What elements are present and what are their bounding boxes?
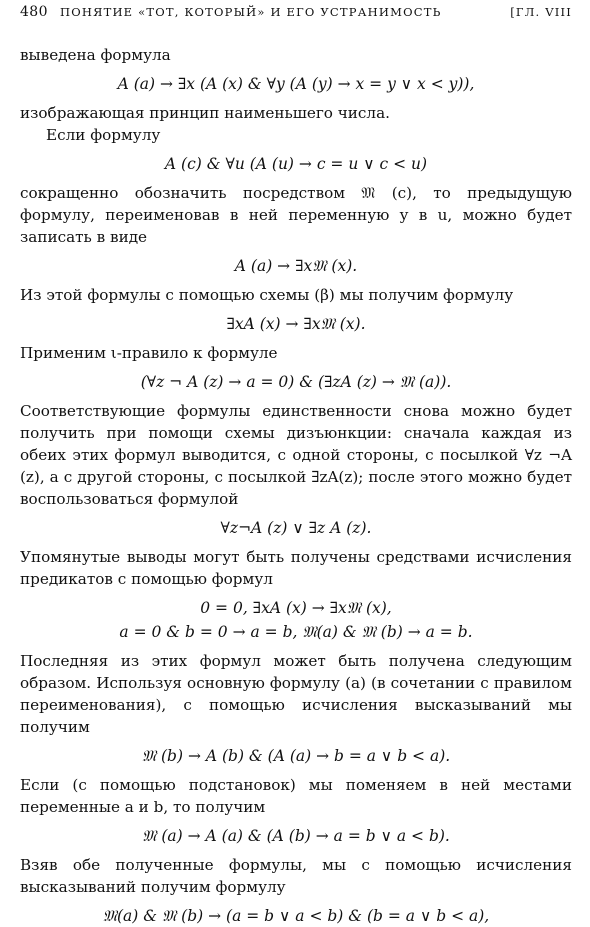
formula: 𝔐(a) & 𝔐 (b) → (a = b ∨ a < b) & (b = a ∨ b < a), xyxy=(102,907,490,925)
paragraph: Упомянутые выводы могут быть получены средствами исчисления предикатов с помощью формул xyxy=(20,548,572,588)
paragraph: выведена формула xyxy=(20,46,171,64)
paragraph: Последняя из этих формул может быть получена следующим образом. Используя основную формулу (a) (в сочетании с правилом переименования), с помощью исчисления высказываний мы получим xyxy=(20,652,572,736)
paragraph: сокращенно обозначить посредством 𝔐 (c), то предыдущую формулу, переименовав в ней переменную y в u, можно будет записать в виде xyxy=(20,184,572,246)
formula: 𝔐 (b) → A (b) & (A (a) → b = a ∨ b < a). xyxy=(141,747,451,765)
formula: 0 = 0, ∃xA (x) → ∃x𝔐 (x), xyxy=(200,599,392,617)
paragraph: Из этой формулы с помощью схемы (β) мы получим формулу xyxy=(20,286,514,304)
paragraph: Соответствующие формулы единственности снова можно будет получить при помощи схемы дизъюнкции: сначала каждая из обеих этих формул выводится, с одной стороны, с посылкой ∀z ¬A (z), а с другой стороны, с посылкой ∃zA(z); после этого можно будет воспользоваться формулой xyxy=(20,402,572,508)
paragraph: Взяв обе полученные формулы, мы с помощью исчисления высказываний получим формулу xyxy=(20,856,572,896)
formula: ∃xA (x) → ∃x𝔐 (x). xyxy=(226,315,366,333)
paragraph: Если (с помощью подстановок) мы поменяем в ней местами переменные a и b, то получим xyxy=(20,776,572,816)
formula: 𝔐 (a) → A (a) & (A (b) → a = b ∨ a < b). xyxy=(142,827,450,845)
paragraph: Если формулу xyxy=(46,126,161,144)
formula: (∀z ¬ A (z) → a = 0) & (∃zA (z) → 𝔐 (a)). xyxy=(140,373,452,391)
formula: A (a) → ∃x𝔐 (x). xyxy=(234,257,358,275)
formula: ∀z¬A (z) ∨ ∃z A (z). xyxy=(220,519,372,537)
page-body xyxy=(20,44,572,927)
formula: A (a) → ∃x (A (x) & ∀y (A (y) → x = y ∨ x < y)), xyxy=(117,75,475,93)
running-title: ПОНЯТИЕ «ТОТ, КОТОРЫЙ» И ЕГО УСТРАНИМОСТЬ xyxy=(60,5,442,19)
page-number: 480 xyxy=(20,4,48,20)
paragraph: изображающая принцип наименьшего числа. xyxy=(20,104,390,122)
formula: A (c) & ∀u (A (u) → c = u ∨ c < u) xyxy=(164,155,428,173)
paragraph: Применим ι-правило к формуле xyxy=(20,344,278,362)
chapter-reference: [ГЛ. VIII xyxy=(510,5,572,19)
running-header xyxy=(20,4,572,30)
formula: a = 0 & b = 0 → a = b, 𝔐(a) & 𝔐 (b) → a = b. xyxy=(119,623,473,641)
